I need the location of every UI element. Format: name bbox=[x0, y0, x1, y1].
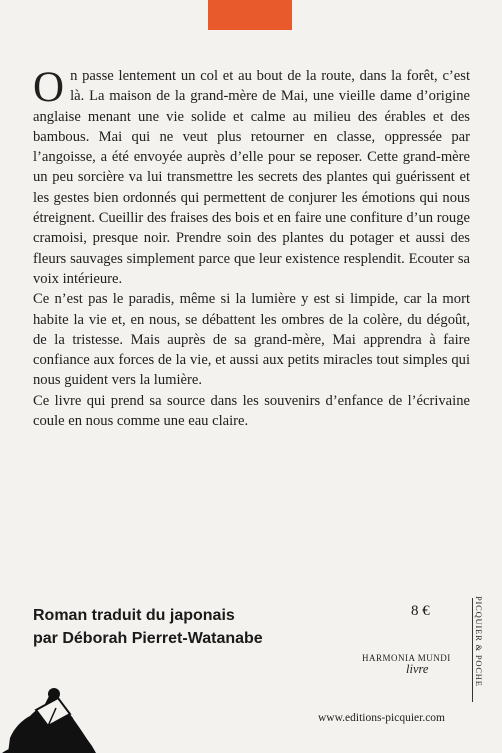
imprint-harmonia: HARMONIA MUNDI bbox=[362, 653, 451, 663]
reader-figure-logo-icon bbox=[0, 668, 112, 753]
brand-divider bbox=[472, 598, 473, 702]
imprint bbox=[362, 653, 502, 677]
website-url: www.editions-picquier.com bbox=[318, 712, 446, 724]
translation-line-1: Roman traduit du japonais bbox=[33, 607, 235, 624]
blurb-paragraph-3: Ce livre qui prend sa source dans les souvenirs d’enfance de l’écrivaine coule en nous comme une eau claire. bbox=[33, 392, 470, 430]
vertical-brand-text: PICQUIER & POCHE bbox=[474, 596, 484, 687]
translation-line-2: par Déborah Pierret-Watanabe bbox=[33, 630, 263, 647]
imprint-livre: livre bbox=[406, 662, 429, 676]
drop-cap: O bbox=[33, 64, 65, 111]
blurb-paragraph-1-text: n passe lentement un col et au bout de la route, dans la forêt, c’est là. La maison de la grand-mère de Mai, une vieille dame d’origine anglaise menant une vie solide et calme au milieu des érables et des bambous. Mai qui ne veut plus retourner en classe, oppressée par l’angoisse, a été envoyée auprès d’elle pour se reposer. Cette grand-mère un peu sorcière va lui transmettre les secrets des plantes qui guérissent et les gestes bien ordonnés qui permettent de conjurer les émotions qui nous étreignent. Cueillir des fraises des bois et en faire une confiture d’un rouge cramoisi, presque noir. Prendre soin des plantes du potager et aussi des fleurs sauvages simplement parce que leur existence resplendit. Ecouter sa voix intérieure. bbox=[33, 68, 470, 287]
orange-tab bbox=[208, 0, 292, 30]
blurb-paragraph-1 bbox=[33, 66, 470, 289]
price-label: 8 € bbox=[411, 603, 430, 619]
translation-credit bbox=[33, 604, 333, 650]
blurb-text bbox=[33, 66, 470, 431]
blurb-paragraph-2: Ce n’est pas le paradis, même si la lumière y est si limpide, car la mort habite la vie et, en nous, se débattent les ombres de la colère, du dégoût, de la tristesse. Mais auprès de sa grand-mère, Mai apprendra à faire confiance aux forces de la vie, et aussi aux petits miracles tout simples qui nous guident vers la lumière. bbox=[33, 291, 470, 389]
